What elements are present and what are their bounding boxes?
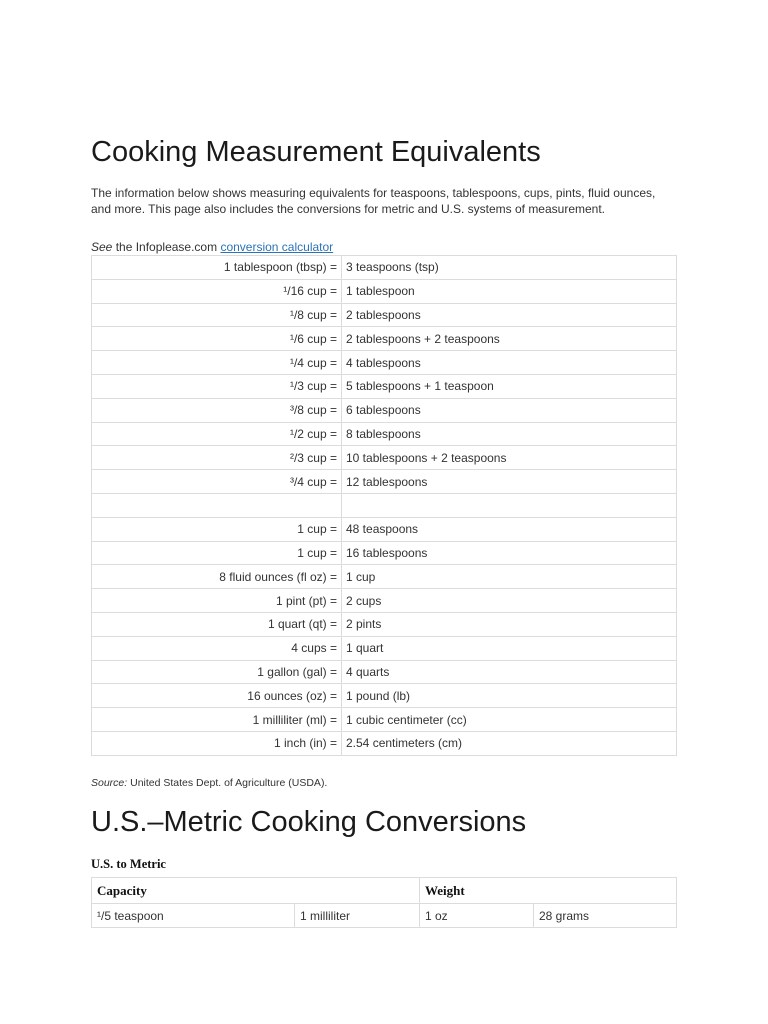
table-row xyxy=(92,279,677,303)
measure-cell: ¹/2 cup = xyxy=(92,422,342,446)
table-row xyxy=(92,327,677,351)
table-row xyxy=(92,636,677,660)
table-row xyxy=(92,708,677,732)
measure-cell: 1 quart (qt) = xyxy=(92,612,342,636)
equivalent-cell: 1 cup xyxy=(342,565,677,589)
equivalent-cell: 4 quarts xyxy=(342,660,677,684)
equivalent-cell: 2 pints xyxy=(342,612,677,636)
measure-cell: 1 tablespoon (tbsp) = xyxy=(92,256,342,280)
table-row xyxy=(92,541,677,565)
equivalent-cell: 2 tablespoons + 2 teaspoons xyxy=(342,327,677,351)
measure-cell: ³/8 cup = xyxy=(92,398,342,422)
table-row xyxy=(92,493,677,517)
equivalent-cell: 16 tablespoons xyxy=(342,541,677,565)
table-row xyxy=(92,517,677,541)
table-row xyxy=(92,351,677,375)
cap-us-cell: ¹/5 teaspoon xyxy=(92,904,295,928)
measure-cell: 1 milliliter (ml) = xyxy=(92,708,342,732)
equivalent-cell: 8 tablespoons xyxy=(342,422,677,446)
table-row xyxy=(92,589,677,613)
table-row xyxy=(92,446,677,470)
conversion-calculator-link[interactable]: conversion calculator xyxy=(220,240,334,254)
intro-paragraph: The information below shows measuring equivalents for teaspoons, tablespoons, cups, pints, fluid ounces, and more. This page also includes the conversions for metric and U.S. systems of measurement. xyxy=(91,186,656,216)
equivalent-cell: 48 teaspoons xyxy=(342,517,677,541)
equivalent-cell: 3 teaspoons (tsp) xyxy=(342,256,677,280)
measure-cell xyxy=(92,493,342,517)
measure-cell: ¹/8 cup = xyxy=(92,303,342,327)
measure-cell: 1 gallon (gal) = xyxy=(92,660,342,684)
equivalent-cell: 1 pound (lb) xyxy=(342,684,677,708)
measure-cell: 4 cups = xyxy=(92,636,342,660)
see-text: the Infoplease.com xyxy=(112,240,221,254)
table-row xyxy=(92,684,677,708)
table-row xyxy=(92,303,677,327)
weight-header: Weight xyxy=(420,878,677,904)
measure-cell: ³/4 cup = xyxy=(92,470,342,494)
see-label: See xyxy=(91,240,113,254)
table-row xyxy=(92,660,677,684)
measure-cell: 8 fluid ounces (fl oz) = xyxy=(92,565,342,589)
table-row xyxy=(92,612,677,636)
section-subheading: U.S. to Metric xyxy=(91,857,166,871)
source-note xyxy=(91,777,327,789)
section-title: U.S.–Metric Cooking Conversions xyxy=(91,806,527,838)
table-row xyxy=(92,731,677,755)
table-row xyxy=(92,565,677,589)
see-also-line xyxy=(91,240,333,254)
equivalent-cell: 12 tablespoons xyxy=(342,470,677,494)
equivalent-cell: 4 tablespoons xyxy=(342,351,677,375)
measure-cell: 1 cup = xyxy=(92,541,342,565)
page-title: Cooking Measurement Equivalents xyxy=(91,136,541,168)
measure-cell: 1 inch (in) = xyxy=(92,731,342,755)
equivalent-cell: 6 tablespoons xyxy=(342,398,677,422)
measure-cell: 1 cup = xyxy=(92,517,342,541)
wt-metric-cell: 28 grams xyxy=(534,904,677,928)
measure-cell: ¹/6 cup = xyxy=(92,327,342,351)
measure-cell: ¹/3 cup = xyxy=(92,374,342,398)
equivalent-cell: 1 tablespoon xyxy=(342,279,677,303)
measure-cell: 1 pint (pt) = xyxy=(92,589,342,613)
capacity-header: Capacity xyxy=(92,878,420,904)
table-row xyxy=(92,398,677,422)
equivalent-cell: 2 cups xyxy=(342,589,677,613)
wt-us-cell: 1 oz xyxy=(420,904,534,928)
equivalents-table xyxy=(91,255,677,756)
equivalent-cell: 1 cubic centimeter (cc) xyxy=(342,708,677,732)
measure-cell: ¹/4 cup = xyxy=(92,351,342,375)
us-metric-table xyxy=(91,877,677,928)
measure-cell: 16 ounces (oz) = xyxy=(92,684,342,708)
table-row xyxy=(92,904,677,928)
table-row xyxy=(92,470,677,494)
equivalent-cell: 5 tablespoons + 1 teaspoon xyxy=(342,374,677,398)
table-header-row xyxy=(92,878,677,904)
cap-metric-cell: 1 milliliter xyxy=(295,904,420,928)
equivalent-cell: 2 tablespoons xyxy=(342,303,677,327)
table-row xyxy=(92,256,677,280)
measure-cell: ²/3 cup = xyxy=(92,446,342,470)
equivalent-cell: 10 tablespoons + 2 teaspoons xyxy=(342,446,677,470)
table-row xyxy=(92,374,677,398)
source-text: United States Dept. of Agriculture (USDA). xyxy=(127,777,328,789)
equivalent-cell: 1 quart xyxy=(342,636,677,660)
source-label: Source: xyxy=(91,777,128,789)
table-row xyxy=(92,422,677,446)
equivalent-cell: 2.54 centimeters (cm) xyxy=(342,731,677,755)
equivalent-cell xyxy=(342,493,677,517)
measure-cell: ¹/16 cup = xyxy=(92,279,342,303)
